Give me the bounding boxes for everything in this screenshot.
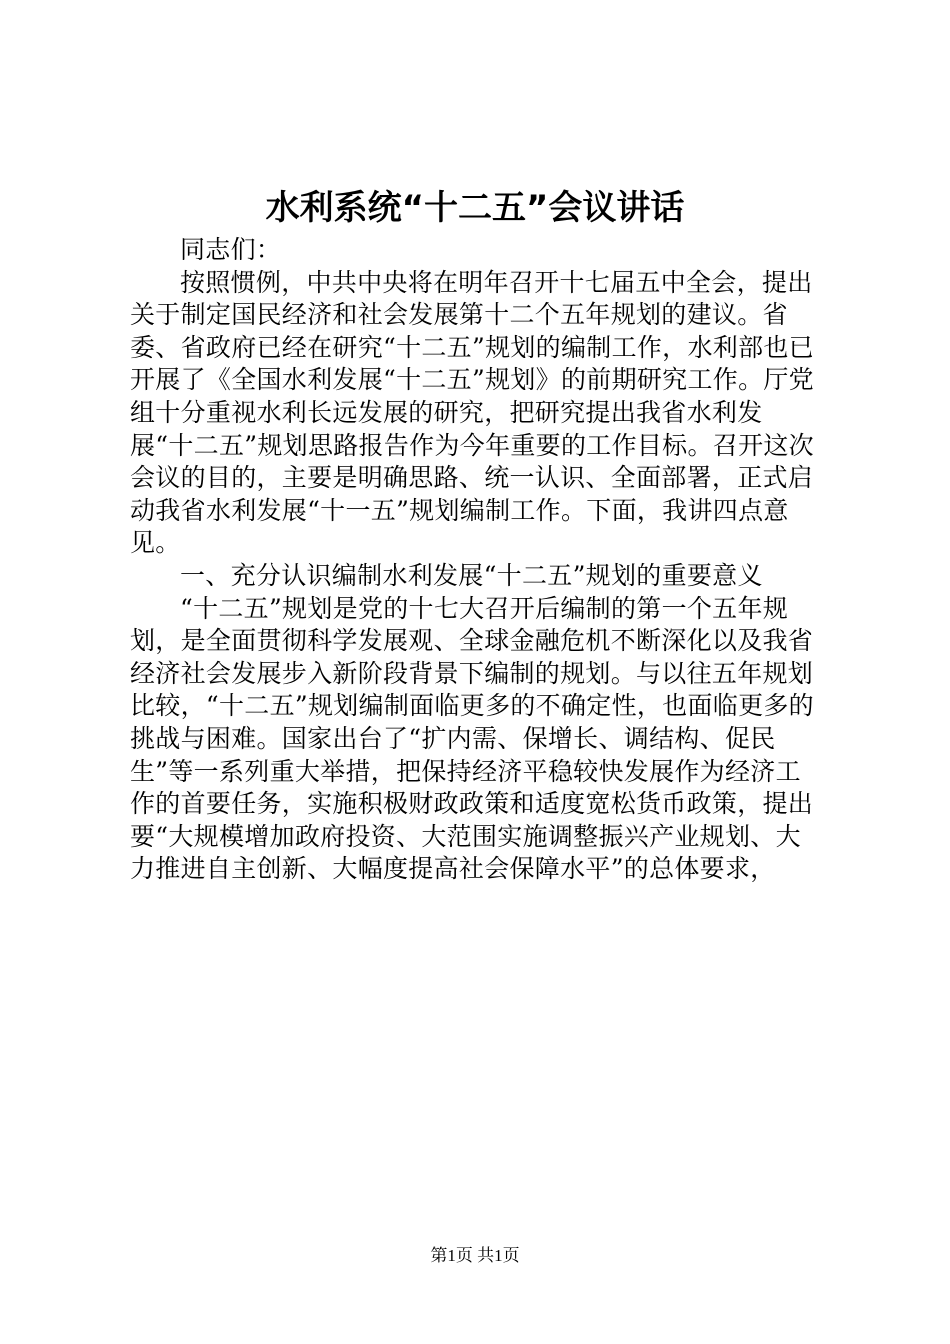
- page-footer: 第1页 共1页: [430, 1246, 520, 1265]
- document-body: [130, 234, 820, 886]
- document-title: 水利系统“十二五”会议讲话: [265, 188, 685, 228]
- section-heading-1: 一、充分认识编制水利发展“十二五”规划的重要意义: [180, 560, 763, 590]
- paragraph-intro: 按照惯例，中共中央将在明年召开十七届五中全会，提出关于制定国民经济和社会发展第十二个五年规划的建议。省委、省政府已经在研究“十二五”规划的编制工作，水利部也已开展了《全国水利发展“十二五”规划》的前期研究工作。厅党组十分重视水利长远发展的研究，把研究提出我省水利发展“十二五”规划思路报告作为今年重要的工作目标。召开这次会议的目的，主要是明确思路、统一认识、全面部署，正式启动我省水利发展“十一五”规划编制工作。下面，我讲四点意见。: [130, 267, 814, 558]
- salutation: 同志们：: [180, 235, 282, 264]
- paragraph-section-1: “十二五”规划是党的十七大召开后编制的第一个五年规划，是全面贯彻科学发展观、全球金融危机不断深化以及我省经济社会发展步入新阶段背景下编制的规划。与以往五年规划比较，“十二五”规划编制面临更多的不确定性，也面临更多的挑战与困难。国家出台了“扩内需、保增长、调结构、促民生”等一系列重大举措，把保持经济平稳较快发展作为经济工作的首要任务，实施积极财政政策和适度宽松货币政策，提出要“大规模增加政府投资、大范围实施调整振兴产业规划、大力推进自主创新、大幅度提高社会保障水平”的总体要求，: [130, 593, 814, 884]
